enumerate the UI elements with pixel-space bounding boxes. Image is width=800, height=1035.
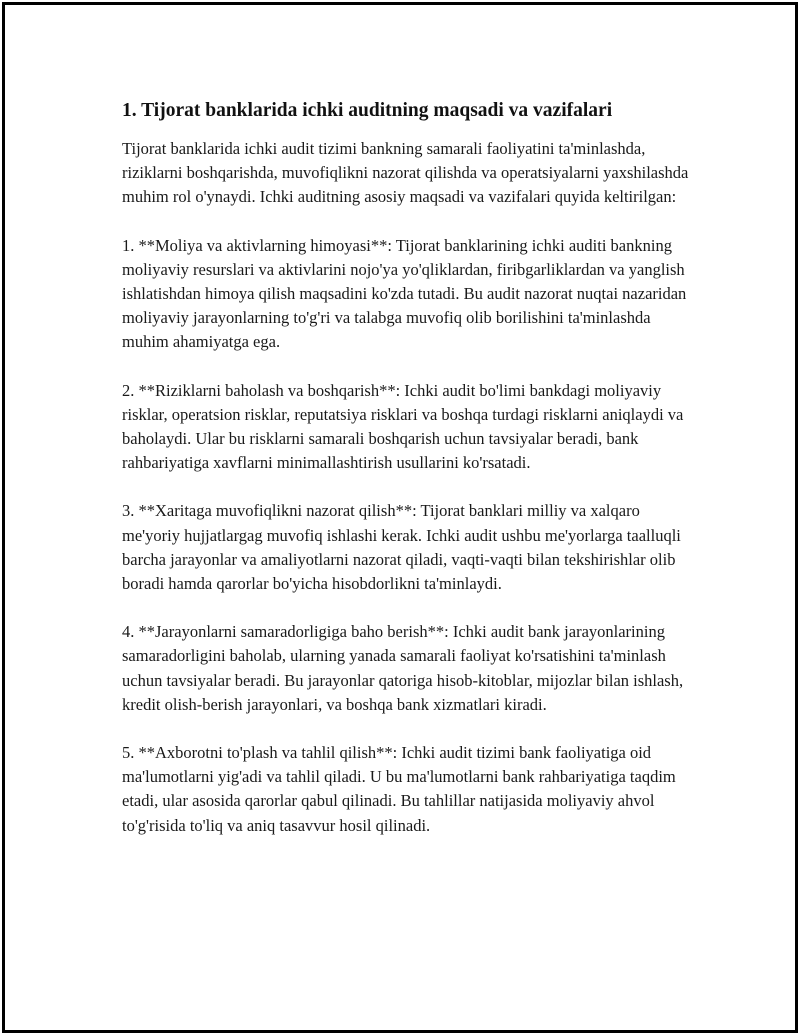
list-item: 1. **Moliya va aktivlarning himoyasi**: Tijorat banklarining ichki auditi bankning moliyaviy resurslari va aktivlarini nojo'ya yo'qliklardan, firibgarliklardan va yanglish ishlatishdan himoya qilish maqsadini ko'zda tutadi. Bu audit nazorat nuqtai nazaridan moliyaviy jarayonlarning to'g'ri va talabga muvofiq olib borilishini ta'minlashda muhim ahamiyatga ega. (122, 235, 687, 352)
list-item: 3. **Xaritaga muvofiqlikni nazorat qilish**: Tijorat banklari milliy va xalqaro me'yoriy hujjatlargag muvofiq ishlashi kerak. Ichki audit ushbu me'yorlarga taalluqli barcha jarayonlar va amaliyotlarni nazorat qiladi, vaqti-vaqti bilan tekshirishlar olib boradi hamda qarorlar bo'yicha hisobdorlikni ta'minlaydi. (122, 501, 681, 594)
list-item: 4. **Jarayonlarni samaradorligiga baho berish**: Ichki audit bank jarayonlarining samaradorligini baholab, ularning yanada samarali faoliyat ko'rsatishini ta'minlash uchun tavsiyalar beradi. Bu jarayonlar qatoriga hisob-kitoblar, mijozlar bilan ishlash, kredit olish-berish jarayonlari, va boshqa bank xizmatlari kiradi. (122, 622, 684, 714)
intro-paragraph: Tijorat banklarida ichki audit tizimi bankning samarali faoliyatini ta'minlashda, riziklarni boshqarishda, muvofiqlikni nazorat qilishda va operatsiyalarni yaxshilashda muhim rol o'ynaydi. Ichki auditning asosiy maqsadi va vazifalari quyida keltirilgan: (122, 139, 689, 207)
page-frame (2, 2, 798, 1033)
document-title: 1. Tijorat banklarida ichki auditning maqsadi va vazifalari (122, 100, 613, 121)
list-item: 2. **Riziklarni baholash va boshqarish**: Ichki audit bo'limi bankdagi moliyaviy risklar, operatsion risklar, reputatsiya risklari va boshqa turdagi risklarni aniqlaydi va baholaydi. Ular bu risklarni samarali boshqarish uchun tavsiyalar beradi, bank rahbariyatiga xavflarni minimallashtirish usullarini ko'rsatadi. (122, 380, 684, 473)
document-body (122, 96, 697, 862)
list-item: 5. **Axborotni to'plash va tahlil qilish**: Ichki audit tizimi bank faoliyatiga oid ma'lumotlarni yig'adi va tahlil qiladi. U bu ma'lumotlarni bank rahbariyatiga taqdim etadi, ular asosida qarorlar qabul qilinadi. Bu tahlillar natijasida moliyaviy ahvol to'g'risida to'liq va aniq tasavvur hosil qilinadi. (122, 743, 676, 835)
